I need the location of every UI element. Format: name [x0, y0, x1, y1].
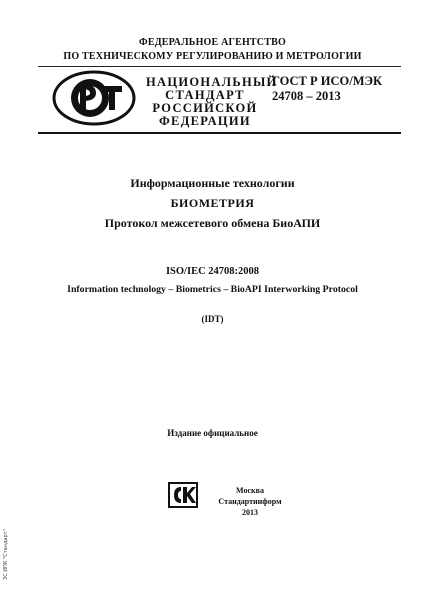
- agency-line-1: ФЕДЕРАЛЬНОЕ АГЕНТСТВО: [139, 37, 286, 48]
- publisher-year: 2013: [242, 508, 258, 517]
- iso-identity: (IDT): [201, 314, 224, 324]
- standard-line-3: РОССИЙСКОЙ: [152, 101, 258, 115]
- standard-line-1: НАЦИОНАЛЬНЫЙ: [146, 75, 278, 89]
- iso-code: ISO/IEC 24708:2008: [165, 266, 260, 277]
- title-line-1: Информационные технологии: [130, 176, 295, 190]
- rst-logo-icon: [52, 70, 136, 126]
- agency-line-2: ПО ТЕХНИЧЕСКОМУ РЕГУЛИРОВАНИЮ И МЕТРОЛОГИИ: [63, 51, 362, 62]
- standartinform-logo-icon: [168, 482, 198, 508]
- iso-english-title: Information technology – Biometrics – BioAPI Interworking Protocol: [67, 284, 358, 295]
- gost-designation: ГОСТ Р ИСО/МЭК: [272, 74, 383, 88]
- title-line-2: БИОМЕТРИЯ: [170, 196, 255, 210]
- gost-number: 24708 – 2013: [272, 89, 341, 103]
- header-divider-bottom: [38, 132, 401, 134]
- edition-label: Издание официальное: [167, 428, 258, 438]
- header-divider-top: [38, 66, 401, 67]
- standard-type: [146, 75, 278, 128]
- publisher-city: Москва: [236, 486, 264, 495]
- standard-line-2: СТАНДАРТ: [165, 88, 245, 102]
- standard-line-4: ФЕДЕРАЦИИ: [159, 114, 251, 128]
- side-note: ЗС ИПК "Стандарт": [3, 529, 9, 580]
- title-line-3: Протокол межсетевого обмена БиоАПИ: [104, 216, 321, 230]
- publisher-name: Стандартинформ: [218, 497, 282, 506]
